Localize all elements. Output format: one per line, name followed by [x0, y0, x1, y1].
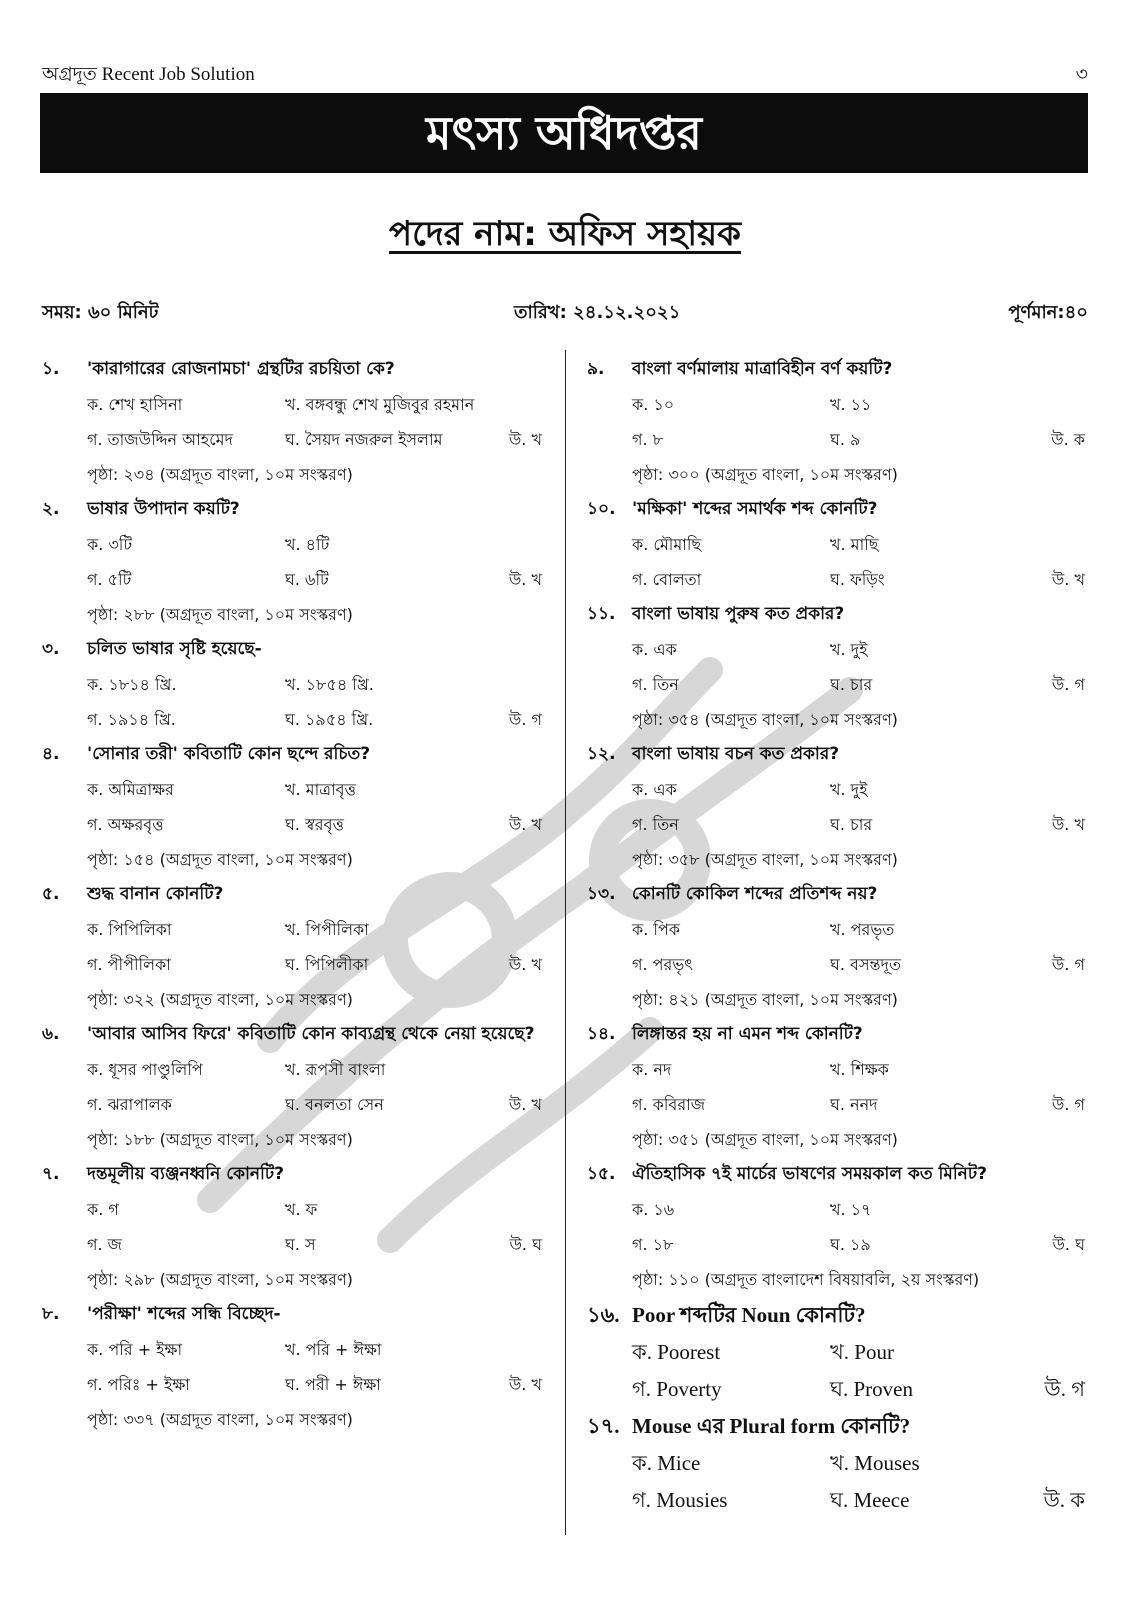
option-kha: খ. Pour — [830, 1340, 894, 1364]
option-gha: ঘ. সৈয়দ নজরুল ইসলাম — [285, 430, 443, 449]
option-ka: ক. পরি + ইক্ষা — [87, 1340, 183, 1359]
option-gha: ঘ. বনলতা সেন — [285, 1095, 384, 1114]
running-head — [42, 60, 1088, 88]
question-number: ৪. — [42, 744, 60, 764]
option-gha: ঘ. পিপিলীকা — [285, 955, 369, 974]
question-text: Poor শব্দটির Noun কোনটি? — [632, 1303, 866, 1327]
question-text: ভাষার উপাদান কয়টি? — [87, 499, 240, 519]
question-text: 'পরীক্ষা' শব্দের সন্ধি বিচ্ছেদ- — [87, 1304, 281, 1324]
option-gha: ঘ. স — [285, 1235, 316, 1254]
question-text: 'সোনার তরী' কবিতাটি কোন ছন্দে রচিত? — [87, 744, 371, 764]
option-gha: ঘ. চার — [830, 675, 873, 694]
question-text: 'কারাগারের রোজনামচা' গ্রন্থটির রচয়িতা কে? — [87, 359, 395, 379]
question-text: বাংলা ভাষায় বচন কত প্রকার? — [632, 744, 840, 764]
question-text: বাংলা ভাষায় পুরুষ কত প্রকার? — [632, 604, 845, 624]
reference: পৃষ্ঠা: ১১০ (অগ্রদূত বাংলাদেশ বিষয়াবলি, ২য় সংস্করণ) — [632, 1270, 980, 1289]
reference: পৃষ্ঠা: ৩৫১ (অগ্রদূত বাংলা, ১০ম সংস্করণ) — [632, 1130, 898, 1149]
exam-full-marks: পূর্ণমান:৪০ — [1008, 302, 1088, 323]
answer: উ. খ — [508, 570, 542, 589]
option-ka: ক. ১৮১৪ খ্রি. — [87, 675, 177, 694]
reference: পৃষ্ঠা: ১৫৪ (অগ্রদূত বাংলা, ১০ম সংস্করণ) — [87, 850, 353, 869]
option-gha: ঘ. চার — [830, 815, 873, 834]
option-kha: খ. ৪টি — [285, 535, 330, 554]
question — [42, 1157, 542, 1297]
option-gha: ঘ. ৯ — [830, 430, 861, 449]
option-kha: খ. ১১ — [830, 395, 872, 414]
option-gha: ঘ. স্বরবৃত্ত — [285, 815, 344, 834]
answer: উ. খ — [1051, 570, 1085, 589]
question-number: ১২. — [587, 744, 616, 764]
question-number: ১৭. — [587, 1414, 620, 1438]
question — [587, 1157, 1085, 1297]
option-kha: খ. দুই — [830, 780, 868, 799]
question-number: ১৩. — [587, 884, 616, 904]
option-ka: ক. ১৬ — [632, 1200, 675, 1219]
question-number: ৫. — [42, 884, 60, 904]
question-number: ১. — [42, 359, 60, 379]
option-gha: ঘ. ১৯৫৪ খ্রি. — [285, 710, 374, 729]
option-ka: ক. গ — [87, 1200, 119, 1219]
question — [587, 1297, 1085, 1408]
option-ka: ক. এক — [632, 780, 677, 799]
reference: পৃষ্ঠা: ৩২২ (অগ্রদূত বাংলা, ১০ম সংস্করণ) — [87, 990, 353, 1009]
option-kha: খ. দুই — [830, 640, 868, 659]
question-number: ২. — [42, 499, 60, 519]
answer: উ. খ — [508, 815, 542, 834]
option-ga: গ. ১৮ — [632, 1235, 674, 1254]
answer: উ. ক — [1051, 430, 1085, 449]
question-text: ঐতিহাসিক ৭ই মার্চের ভাষণের সময়কাল কত মিনিট? — [632, 1164, 987, 1184]
option-ga: গ. Poverty — [632, 1377, 722, 1401]
option-gha: ঘ. ফড়িং — [830, 570, 885, 589]
option-ka: ক. ৩টি — [87, 535, 133, 554]
option-ga: গ. তিন — [632, 675, 679, 694]
question-text: 'আবার আসিব ফিরে' কবিতাটি কোন কাব্যগ্রন্থ থেকে নেয়া হয়েছে? — [87, 1024, 535, 1044]
question-number: ১৬. — [587, 1303, 620, 1327]
option-gha: ঘ. বসন্তদূত — [830, 955, 901, 974]
option-ga: গ. ৫টি — [87, 570, 132, 589]
option-kha: খ. শিক্ষক — [830, 1060, 889, 1079]
option-ga: গ. ৮ — [632, 430, 664, 449]
option-ka: ক. ধূসর পাণ্ডুলিপি — [87, 1060, 203, 1079]
answer: উ. খ — [508, 1375, 542, 1394]
answer: উ. গ — [1051, 955, 1085, 974]
reference: পৃষ্ঠা: ২৯৮ (অগ্রদূত বাংলা, ১০ম সংস্করণ) — [87, 1270, 353, 1289]
question-number: ১১. — [587, 604, 616, 624]
question-number: ৯. — [587, 359, 605, 379]
question-number: ৭. — [42, 1164, 60, 1184]
option-ka: ক. শেখ হাসিনা — [87, 395, 183, 414]
reference: পৃষ্ঠা: ৪২১ (অগ্রদূত বাংলা, ১০ম সংস্করণ) — [632, 990, 898, 1009]
option-kha: খ. মাছি — [830, 535, 879, 554]
question-text: Mouse এর Plural form কোনটি? — [632, 1414, 911, 1438]
exam-meta — [42, 298, 1088, 328]
option-kha: খ. পরভৃত — [830, 920, 895, 939]
answer: উ. খ — [508, 430, 542, 449]
answer: উ. ঘ — [509, 1235, 542, 1254]
option-ga: গ. তিন — [632, 815, 679, 834]
option-ka: ক. Poorest — [632, 1340, 721, 1364]
option-ka: ক. এক — [632, 640, 677, 659]
question — [587, 492, 1085, 597]
question-text: লিঙ্গান্তর হয় না এমন শব্দ কোনটি? — [632, 1024, 863, 1044]
option-ga: গ. পরভৃৎ — [632, 955, 693, 974]
answer: উ. খ — [508, 1095, 542, 1114]
question-text: শুদ্ধ বানান কোনটি? — [87, 884, 224, 904]
exam-time: সময়: ৬০ মিনিট — [42, 302, 159, 323]
option-ga: গ. Mousies — [632, 1488, 728, 1512]
question — [42, 1017, 542, 1157]
reference: পৃষ্ঠা: ৩৩৭ (অগ্রদূত বাংলা, ১০ম সংস্করণ) — [87, 1410, 353, 1429]
option-ga: গ. বোলতা — [632, 570, 702, 589]
reference: পৃষ্ঠা: ২৮৮ (অগ্রদূত বাংলা, ১০ম সংস্করণ) — [87, 605, 353, 624]
answer: উ. গ — [1051, 675, 1085, 694]
question — [587, 352, 1085, 492]
option-gha: ঘ. Meece — [830, 1488, 910, 1512]
question — [42, 632, 542, 737]
question — [587, 1017, 1085, 1157]
question — [587, 597, 1085, 737]
organization-banner: মৎস্য অধিদপ্তর — [40, 93, 1088, 173]
question — [587, 877, 1085, 1017]
question-number: ৬. — [42, 1024, 60, 1044]
answer: উ. ক — [1043, 1488, 1085, 1512]
answer: উ. গ — [1051, 1095, 1085, 1114]
option-gha: ঘ. ১৯ — [830, 1235, 871, 1254]
option-gha: ঘ. ৬টি — [285, 570, 329, 589]
option-ga: গ. অক্ষরবৃত্ত — [87, 815, 164, 834]
publisher-name: অগ্রদূত Recent Job Solution — [42, 64, 255, 85]
question — [587, 737, 1085, 877]
reference: পৃষ্ঠা: ২৩৪ (অগ্রদূত বাংলা, ১০ম সংস্করণ) — [87, 465, 353, 484]
option-ga: গ. জ — [87, 1235, 122, 1254]
option-ka: ক. ১০ — [632, 395, 675, 414]
question — [42, 877, 542, 1017]
option-ga: গ. ১৯১৪ খ্রি. — [87, 710, 176, 729]
answer: উ. ঘ — [1052, 1235, 1085, 1254]
right-column — [587, 352, 1085, 1519]
question-text: চলিত ভাষার সৃষ্টি হয়েছে- — [87, 639, 262, 659]
answer: উ. গ — [1044, 1377, 1085, 1401]
question-number: ১৫. — [587, 1164, 616, 1184]
option-gha: ঘ. ননদ — [830, 1095, 878, 1114]
option-ka: ক. পিক — [632, 920, 680, 939]
reference: পৃষ্ঠা: ৩০০ (অগ্রদূত বাংলা, ১০ম সংস্করণ) — [632, 465, 898, 484]
question-number: ৩. — [42, 639, 60, 659]
option-kha: খ. ১৭ — [830, 1200, 872, 1219]
answer: উ. খ — [1051, 815, 1085, 834]
option-ga: গ. তাজউদ্দিন আহমেদ — [87, 430, 233, 449]
page-number: ৩ — [1075, 64, 1088, 85]
question-text: বাংলা বর্ণমালায় মাত্রাবিহীন বর্ণ কয়টি? — [632, 359, 893, 379]
option-ga: গ. কবিরাজ — [632, 1095, 706, 1114]
question-number: ৮. — [42, 1304, 60, 1324]
reference: পৃষ্ঠা: ১৮৮ (অগ্রদূত বাংলা, ১০ম সংস্করণ) — [87, 1130, 353, 1149]
question-number: ১০. — [587, 499, 616, 519]
option-kha: খ. Mouses — [830, 1451, 920, 1475]
option-ka: ক. নদ — [632, 1060, 672, 1079]
question-text: দন্তমূলীয় ব্যঞ্জনধ্বনি কোনটি? — [87, 1164, 285, 1184]
option-kha: খ. পিপীলিকা — [285, 920, 369, 939]
option-ga: গ. পীপীলিকা — [87, 955, 171, 974]
answer: উ. গ — [508, 710, 542, 729]
question — [42, 1297, 542, 1437]
question-number: ১৪. — [587, 1024, 616, 1044]
option-kha: খ. ফ — [285, 1200, 318, 1219]
option-kha: খ. রূপসী বাংলা — [285, 1060, 386, 1079]
option-kha: খ. বঙ্গবন্ধু শেখ মুজিবুর রহমান — [285, 395, 475, 414]
option-ka: ক. পিপিলিকা — [87, 920, 172, 939]
question — [42, 492, 542, 632]
post-title — [0, 208, 1130, 265]
question-text: কোনটি কোকিল শব্দের প্রতিশব্দ নয়? — [632, 884, 878, 904]
post-title-text: পদের নাম: অফিস সহায়ক — [389, 214, 741, 254]
option-gha: ঘ. পরী + ঈক্ষা — [285, 1375, 381, 1394]
option-ka: ক. মৌমাছি — [632, 535, 702, 554]
question-text: 'মক্ষিকা' শব্দের সমার্থক শব্দ কোনটি? — [632, 499, 878, 519]
option-ga: গ. ঝরাপালক — [87, 1095, 172, 1114]
option-kha: খ. মাত্রাবৃত্ত — [285, 780, 356, 799]
question — [42, 352, 542, 492]
column-divider — [565, 350, 566, 1535]
question — [42, 737, 542, 877]
option-ka: ক. Mice — [632, 1451, 701, 1475]
option-kha: খ. ১৮৫৪ খ্রি. — [285, 675, 374, 694]
reference: পৃষ্ঠা: ৩৫৮ (অগ্রদূত বাংলা, ১০ম সংস্করণ) — [632, 850, 898, 869]
option-ga: গ. পরিঃ + ইক্ষা — [87, 1375, 190, 1394]
exam-date: তারিখ: ২৪.১২.২০২১ — [514, 302, 681, 323]
reference: পৃষ্ঠা: ৩৫৪ (অগ্রদূত বাংলা, ১০ম সংস্করণ) — [632, 710, 898, 729]
left-column — [42, 352, 542, 1437]
option-gha: ঘ. Proven — [830, 1377, 913, 1401]
option-kha: খ. পরি + ঈক্ষা — [285, 1340, 382, 1359]
question — [587, 1408, 1085, 1519]
option-ka: ক. অমিত্রাক্ষর — [87, 780, 174, 799]
answer: উ. খ — [508, 955, 542, 974]
